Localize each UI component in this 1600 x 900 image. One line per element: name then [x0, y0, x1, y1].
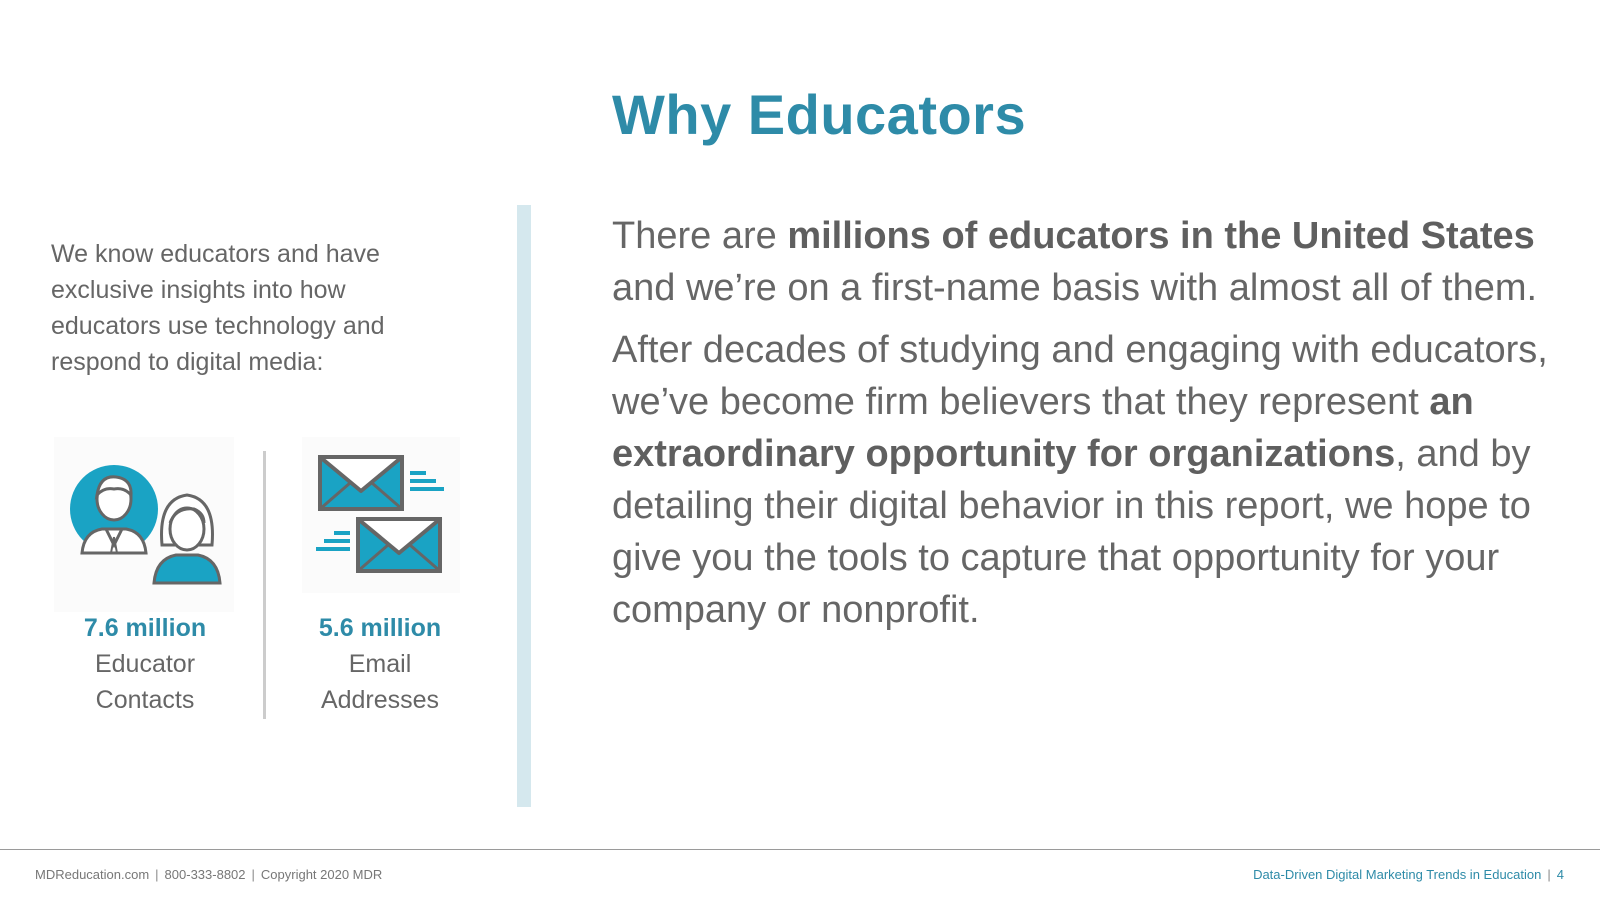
- stat-label: Addresses: [320, 686, 440, 714]
- footer-left: [35, 867, 382, 882]
- page-number: 4: [1556, 867, 1564, 882]
- stat-label: Contacts: [95, 686, 195, 714]
- text-run: There are: [612, 215, 788, 257]
- vertical-divider-bar: [517, 205, 531, 807]
- stat-label: Email: [348, 650, 412, 678]
- footer-separator: |: [251, 867, 255, 882]
- footer-report-title: Data-Driven Digital Marketing Trends in Education: [1253, 867, 1542, 882]
- footer-separator: |: [1547, 867, 1551, 882]
- body-paragraph-1: [612, 210, 1562, 314]
- stat-emails: [280, 610, 480, 718]
- body-paragraph-2: [612, 324, 1562, 636]
- footer-right: [1253, 867, 1564, 882]
- text-run: After decades of studying and engaging with educators, we’ve become firm believers that they represent: [612, 329, 1548, 423]
- footer-separator: |: [155, 867, 159, 882]
- stat-divider: [263, 451, 266, 719]
- stat-educators: [45, 610, 245, 718]
- body-text: [612, 210, 1562, 646]
- footer-website: MDReducation.com: [35, 867, 150, 882]
- footer-copyright: Copyright 2020 MDR: [260, 867, 383, 882]
- footer-phone: 800-333-8802: [164, 867, 246, 882]
- email-envelopes-icon: [302, 437, 460, 593]
- page-title: Why Educators: [612, 83, 1027, 146]
- stat-value: 5.6 million: [318, 614, 442, 642]
- stat-value: 7.6 million: [83, 614, 207, 642]
- stat-label: Educator: [94, 650, 196, 678]
- bold-text-run: an extraordinary opportunity for organizations: [612, 381, 1474, 475]
- footer-divider: [0, 849, 1600, 850]
- bold-text-run: millions of educators in the United States: [787, 215, 1535, 257]
- text-run: and we’re on a first-name basis with almost all of them.: [612, 267, 1538, 309]
- text-run: , and by detailing their digital behavior in this report, we hope to give you the tools to capture that opportunity for your company or nonprofit.: [612, 433, 1531, 631]
- educators-icon: [54, 437, 234, 612]
- intro-text: We know educators and have exclusive insights into how educators use technology and respond to digital media:: [51, 240, 385, 376]
